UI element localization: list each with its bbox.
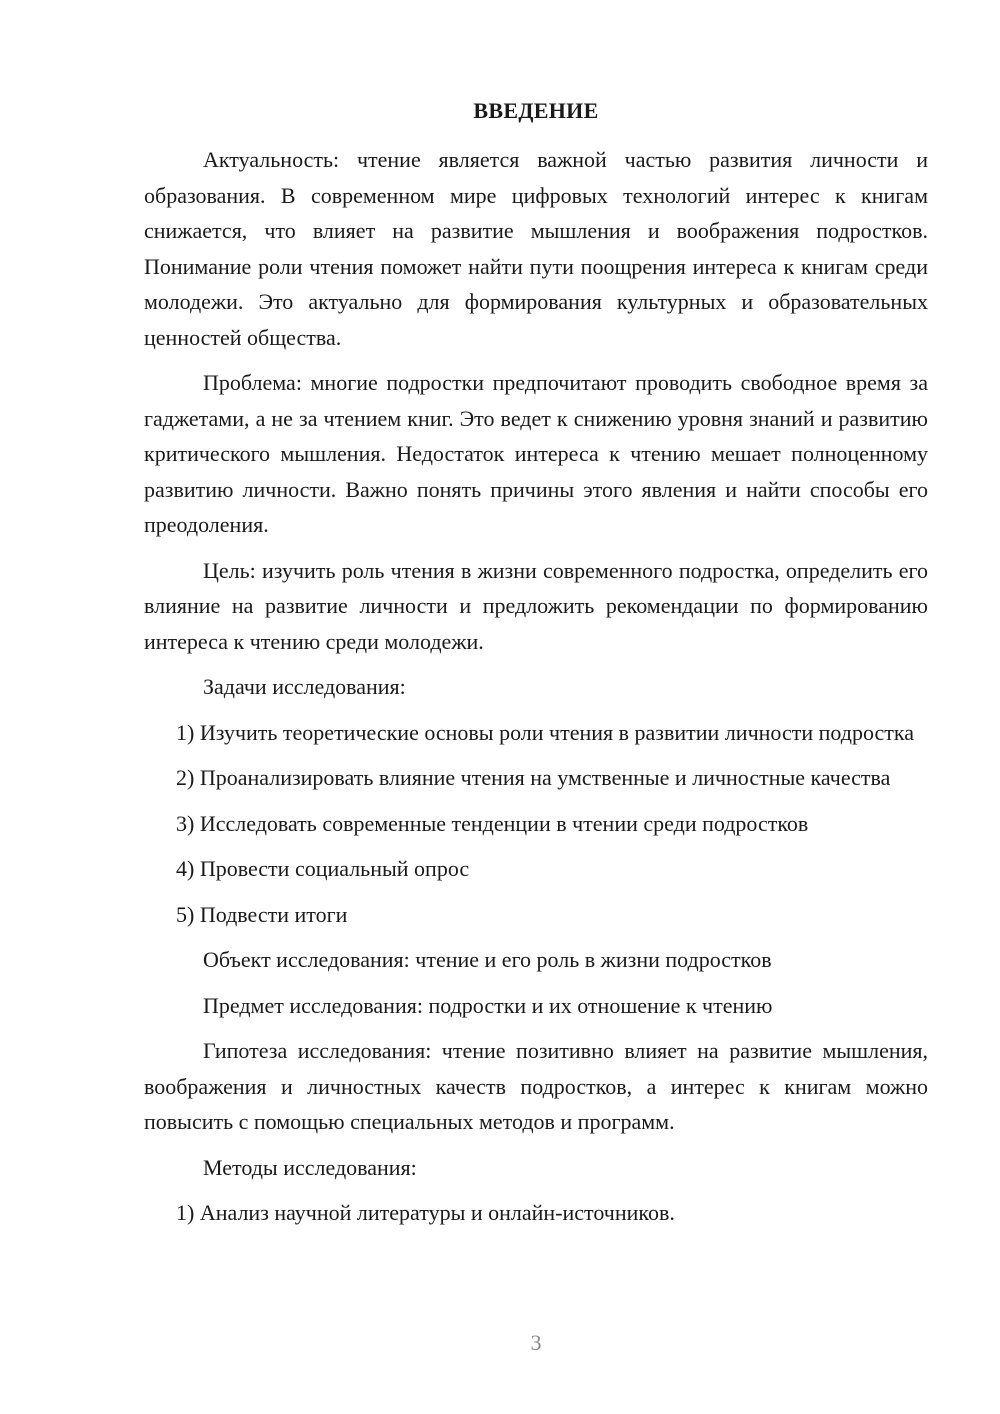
goal-paragraph: Цель: изучить роль чтения в жизни современного подростка, определить его влияние на развитие личности и предложить рекомендации по формированию интереса к чтению среди молодежи.: [144, 557, 928, 654]
task-item: 1) Изучить теоретические основы роли чтения в развитии личности подростка: [176, 719, 914, 745]
hypothesis-paragraph: Гипотеза исследования: чтение позитивно влияет на развитие мышления, воображения и личностных качеств подростков, а интерес к книгам можно повысить с помощью специальных методов и программ.: [144, 1038, 928, 1134]
relevance-paragraph: Актуальность: чтение является важной частью развития личности и образования. В современном мире цифровых технологий интерес к книгам снижается, что влияет на развитие мышления и воображения подростков. Понимание роли чтения поможет найти пути поощрения интереса к книгам среди молодежи. Это актуально для формирования культурных и образовательных ценностей общества.: [144, 147, 928, 350]
research-subject: Предмет исследования: подростки и их отношение к чтению: [203, 992, 773, 1018]
methods-heading: Методы исследования:: [203, 1154, 417, 1180]
method-item: 1) Анализ научной литературы и онлайн-источников.: [176, 1200, 675, 1225]
document-body: [144, 142, 928, 1241]
tasks-heading: Задачи исследования:: [203, 674, 406, 699]
task-item: 5) Подвести итоги: [176, 901, 348, 927]
research-object: Объект исследования: чтение и его роль в жизни подростков: [203, 947, 772, 972]
page-number: 3: [530, 1330, 542, 1355]
problem-paragraph: Проблема: многие подростки предпочитают проводить свободное время за гаджетами, а не за чтением книг. Это ведет к снижению уровня знаний и развитию критического мышления. Недостаток интереса к чтению мешает полноценному развитию личности. Важно понять причины этого явления и найти способы его преодоления.: [144, 370, 928, 537]
task-item: 2) Проанализировать влияние чтения на умственные и личностные качества: [176, 765, 891, 790]
task-item: 3) Исследовать современные тенденции в чтении среди подростков: [176, 810, 809, 836]
section-title: ВВЕДЕНИЕ: [473, 98, 599, 123]
task-item: 4) Провести социальный опрос: [176, 856, 470, 881]
